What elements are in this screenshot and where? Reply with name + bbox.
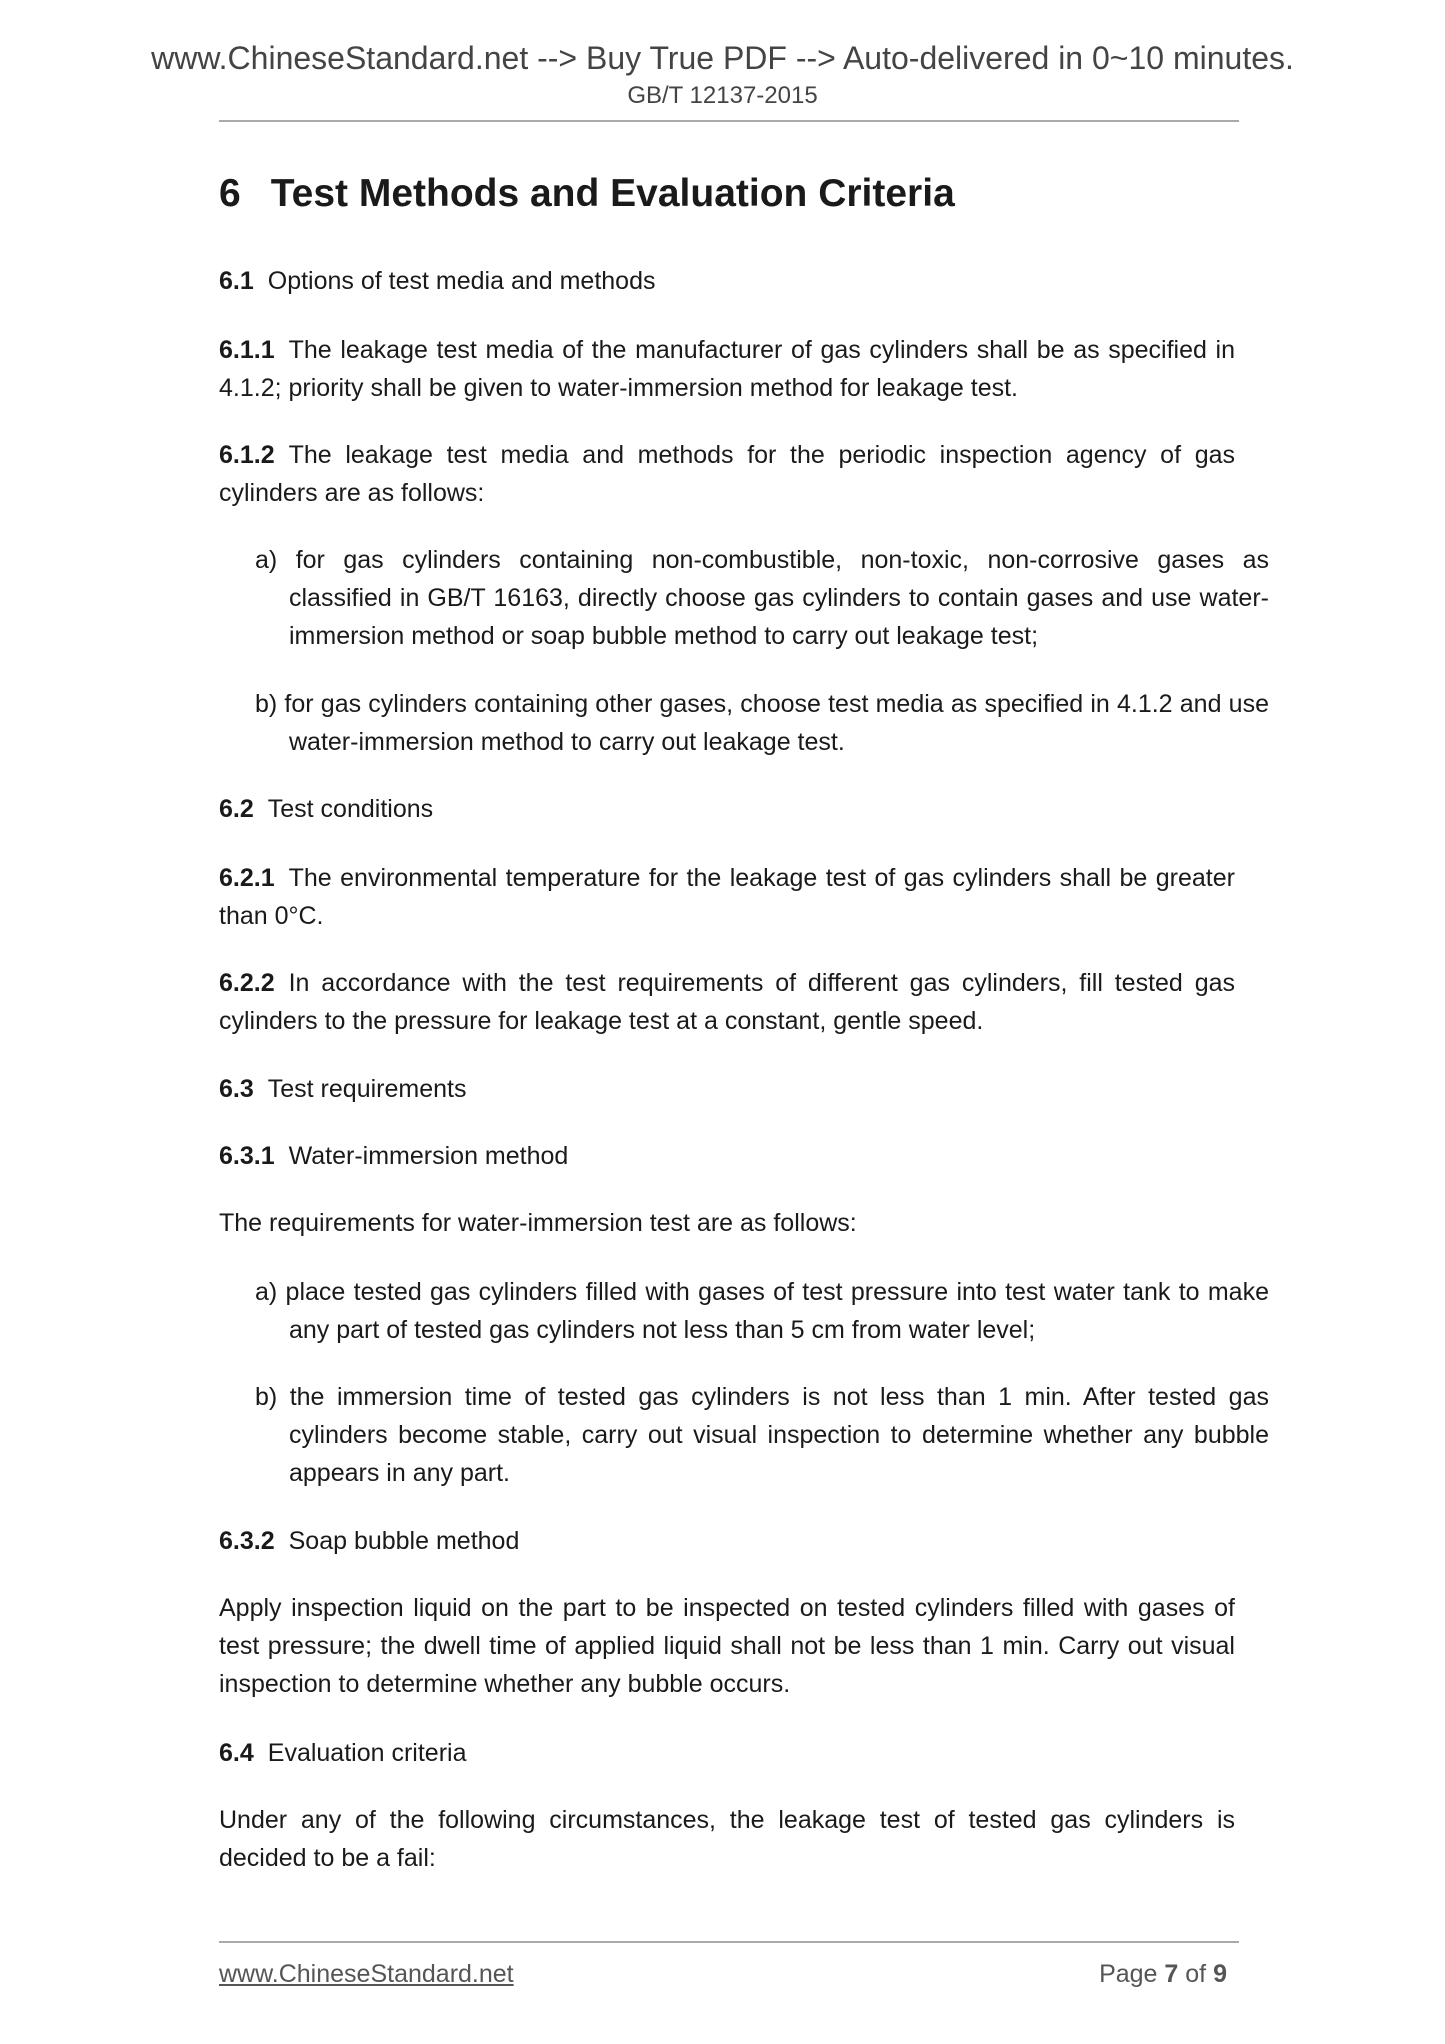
clause-6-1-1 (219, 331, 1235, 407)
paragraph (219, 1801, 1235, 1877)
list-item (255, 541, 1269, 655)
clause-6-2-1 (219, 859, 1235, 935)
clause-6-2 (219, 790, 1235, 828)
clause-text: a) for gas cylinders containing non-combustible, non-toxic, non-corrosive gases as classified in GB/T 16163, directly choose gas cylinders to contain gases and use water-immersion method or soap bubble method to carry out leakage test; (255, 546, 1269, 650)
clause-number: 6.4 (219, 1739, 254, 1767)
clause-text: The requirements for water-immersion test are as follows: (219, 1209, 857, 1237)
clause-number: 6.3.2 (219, 1527, 275, 1555)
header-banner: www.ChineseStandard.net --> Buy True PDF --> Auto-delivered in 0~10 minutes. (151, 40, 1294, 76)
clause-text: The leakage test media and methods for the periodic inspection agency of gas cylinders are as follows: (219, 441, 1235, 507)
list-item (255, 1378, 1269, 1492)
clause-number: 6.1.2 (219, 441, 275, 469)
clause-number: 6.1 (219, 267, 254, 295)
clause-6-3-1 (219, 1137, 1235, 1175)
clause-6-4 (219, 1734, 1235, 1772)
paragraph (219, 1204, 1235, 1242)
list-item (255, 685, 1269, 761)
section-heading: 6 Test Methods and Evaluation Criteria (219, 172, 955, 215)
clause-number: 6.2.2 (219, 969, 275, 997)
clause-number: 6.2 (219, 795, 254, 823)
footer-left (219, 1960, 514, 1989)
clause-text: Apply inspection liquid on the part to be inspected on tested cylinders filled with gases of test pressure; the dwell time of applied liquid shall not be less than 1 min. Carry out visual inspection to determine whether any bubble occurs. (219, 1594, 1235, 1698)
clause-number: 6.3 (219, 1075, 254, 1103)
clause-6-3 (219, 1070, 1235, 1108)
clause-6-3-2 (219, 1522, 1235, 1560)
clause-text: Options of test media and methods (267, 267, 656, 295)
standard-number: GB/T 12137-2015 (627, 82, 818, 109)
footer-link[interactable]: www.ChineseStandard.net (219, 1960, 514, 1988)
clause-6-2-2 (219, 964, 1235, 1040)
list-item (255, 1273, 1269, 1349)
footer-divider (219, 1941, 1239, 1943)
clause-number: 6.1.1 (219, 336, 275, 364)
clause-text: Soap bubble method (288, 1527, 520, 1555)
paragraph (219, 1589, 1235, 1703)
clause-number: 6.3.1 (219, 1142, 275, 1170)
clause-text: Evaluation criteria (267, 1739, 467, 1767)
clause-number: 6.2.1 (219, 864, 275, 892)
clause-text: b) for gas cylinders containing other gases, choose test media as specified in 4.1.2 and use water-immersion method to carry out leakage test. (255, 690, 1269, 756)
clause-6-1 (219, 262, 1235, 300)
page-indicator: Page 7 of 9 (1099, 1960, 1227, 1988)
header-divider (219, 120, 1239, 122)
clause-text: Under any of the following circumstances, the leakage test of tested gas cylinders is decided to be a fail: (219, 1806, 1235, 1872)
clause-6-1-2 (219, 436, 1235, 512)
clause-text: In accordance with the test requirements of different gas cylinders, fill tested gas cylinders to the pressure for leakage test at a constant, gentle speed. (219, 969, 1235, 1035)
clause-text: The environmental temperature for the leakage test of gas cylinders shall be greater than 0°C. (219, 864, 1235, 930)
clause-text: Test conditions (267, 795, 434, 823)
clause-text: b) the immersion time of tested gas cylinders is not less than 1 min. After tested gas cylinders become stable, carry out visual inspection to determine whether any bubble appears in any part. (255, 1383, 1269, 1487)
clause-text: a) place tested gas cylinders filled with gases of test pressure into test water tank to make any part of tested gas cylinders not less than 5 cm from water level; (255, 1278, 1269, 1344)
clause-text: Test requirements (267, 1075, 467, 1103)
clause-text: Water-immersion method (288, 1142, 569, 1170)
clause-text: The leakage test media of the manufacturer of gas cylinders shall be as specified in 4.1.2; priority shall be given to water-immersion method for leakage test. (219, 336, 1235, 402)
